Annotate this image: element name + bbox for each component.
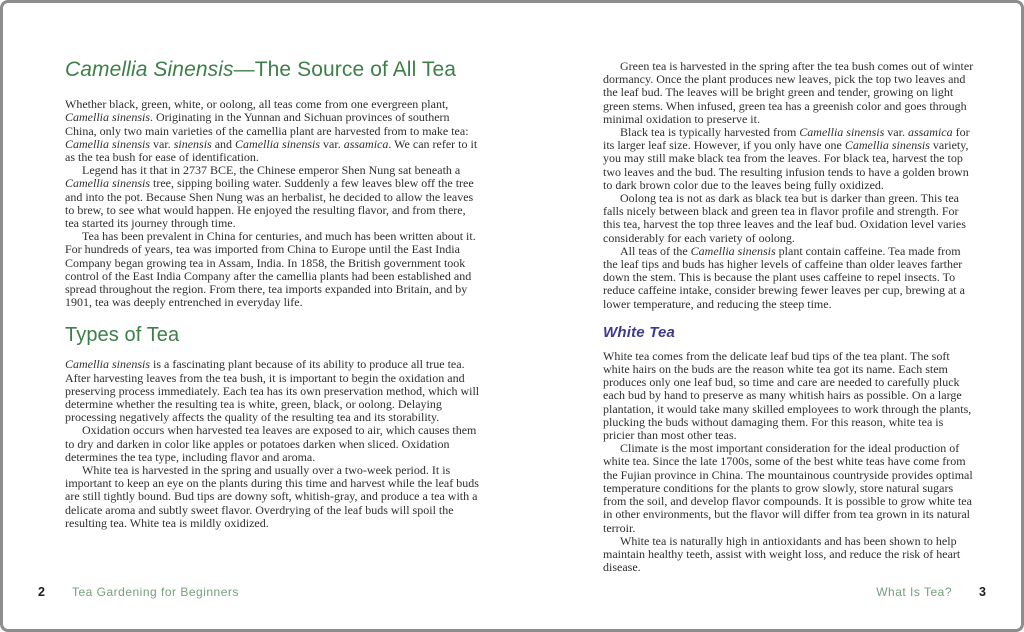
right-page [603,60,977,574]
paragraph: All teas of the Camellia sinensis plant contain caffeine. Tea made from the leaf tips and buds has higher levels of caffeine than older leaves farther down the stem. This is because the plant uses caffeine to repel insects. To reduce caffeine intake, consider brewing fewer leaves per cup, brewing at a lower temperature, and reducing the steep time. [603,243,965,311]
paragraph: Green tea is harvested in the spring after the tea bush comes out of winter dormancy. Once the plant produces new leaves, pick the top two leaves and the leaf bud. The leaves will be bright green and tender, growing on light green stems. When infused, green tea has a greenish color and goes through minimal oxidation to preserve it. [603,59,974,126]
chapter-title [65,58,480,82]
book-title-footer: Tea Gardening for Beginners [71,585,239,599]
paragraph: White tea is naturally high in antioxidants and has been shown to help maintain healthy teeth, assist with weight loss, and reduce the risk of heart disease. [603,533,961,575]
page-number-left: 2 [38,585,45,599]
paragraph: Whether black, green, white, or oolong, all teas come from one evergreen plant, Camellia sinensis. Originating in the Yunnan and Sichuan provinces of southern China, only two main varieties of the camellia plant are harvested from to make tea: Camellia sinensis var. sinensis and Camellia sinensis var. assamica. We can refer to it as the tea bush for ease of identification. [65,97,478,164]
section-heading-types-of-tea: Types of Tea [65,324,180,347]
paragraph: Camellia sinensis is a fascinating plant because of its ability to produce all true tea. After harvesting leaves from the tea bush, it is important to begin the oxidation and preserving process immediately. Each tea has its own preservation method, which will determine whether the resulting tea is white, green, black, or oolong. Delaying processing negatively affects the quality of the resulting tea and its storability. [65,357,480,425]
subsection-heading-white-tea: White Tea [603,323,676,341]
left-page-footer [38,585,239,599]
paragraph: White tea is harvested in the spring and usually over a two-week period. It is important to keep an eye on the plants during this time and harvest while the leaf buds are still tightly bound. Bud tips are downy soft, whitish-gray, and produce a tea with a delicate aroma and subtly sweet flavor. Overdrying of the leaf buds will spoil the resulting tea. White tea is mildly oxidized. [65,463,479,530]
right-page-footer [876,585,986,599]
paragraph: Climate is the most important consideration for the ideal production of white tea. Since the late 1700s, some of the best white teas have come from the Fujian province in China. The mountainous countryside provides optimal temperature conditions for the plants to grow slowly, store natural sugars from the soil, and develop flavor compounds. It is possible to grow white tea in other environments, but the flavor will differ from tea grown in its natural terroir. [603,441,973,535]
chapter-name-footer: What Is Tea? [876,585,953,599]
paragraph: White tea comes from the delicate leaf bud tips of the tea plant. The soft white hairs on the buds are the reason white tea got its name. Each stem produces only one leaf bud, so time and care are needed to carefully pluck each bud by hand to preserve as many whitish hairs as possible. On a large plantation, it would take many skilled employees to work through the plants, plucking the buds without damaging them. For this reason, white tea is pricier than most other teas. [603,348,972,443]
paragraph: Legend has it that in 2737 BCE, the Chinese emperor Shen Nung sat beneath a Camellia sinensis tree, sipping boiling water. Suddenly a few leaves blew off the tree and into the pot. Because Shen Nung was an herbalist, he decided to allow the leaves to brew, to see what would happen. He enjoyed the resulting flavor, and from there, tea started its journey through time. [65,163,474,230]
paragraph: Oolong tea is not as dark as black tea but is darker than green. This tea falls nicely between black and green tea in flavor profile and strength. For this tea, harvest the top three leaves and the leaf bud. Oxidation level varies considerably for each variety of oolong. [603,191,966,245]
paragraph: Black tea is typically harvested from Camellia sinensis var. assamica for its larger leaf size. However, if you only have one Camellia sinensis variety, you may still make black tea from the leaves. For black tea, harvest the top two leaves and the bud. The resulting infusion tends to have a golden brown to dark brown color due to the leaves being fully oxidized. [603,125,970,192]
chapter-title-italic: Camellia Sinensis [65,58,234,81]
page-number-right: 3 [979,585,986,599]
paragraph: Tea has been prevalent in China for centuries, and much has been written about it. For hundreds of years, tea was imported from China to Europe until the East India Company began growing tea in Assam, India. In 1858, the British government took control of the East India Company after the camellia plants had been established and spread throughout the region. From there, tea imports expanded into Britain, and by 1901, tea was deeply entrenched in everyday life. [65,229,476,310]
paragraph: Oxidation occurs when harvested tea leaves are exposed to air, which causes them to dry and darken in color like apples or potatoes darken when sliced. Oxidation determines the tea type, including flavor and aroma. [65,423,477,464]
left-page [65,58,480,530]
chapter-title-rest: —The Source of All Tea [233,58,457,81]
